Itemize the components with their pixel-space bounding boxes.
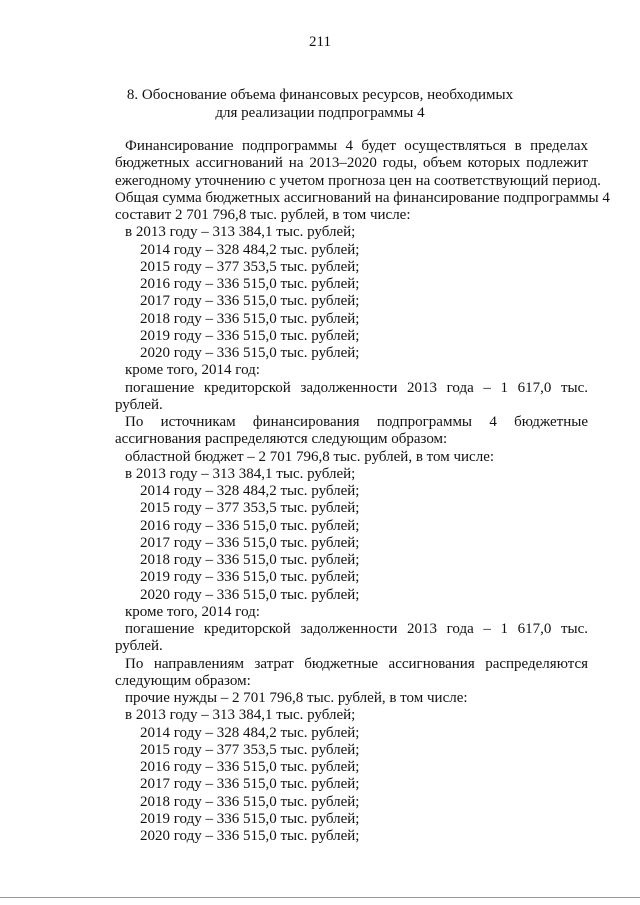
year-line: 2020 году – 336 515,0 тыс. рублей; xyxy=(140,586,360,603)
paragraph-line: По источникам финансирования подпрограммы 4 бюджетные xyxy=(125,414,588,430)
year-line: 2020 году – 336 515,0 тыс. рублей; xyxy=(140,345,360,361)
besides-line: кроме того, 2014 год: xyxy=(125,362,260,379)
year-line: 2019 году – 336 515,0 тыс. рублей; xyxy=(140,327,360,344)
year-line: 2016 году – 336 515,0 тыс. рублей; xyxy=(140,517,360,534)
paragraph-line: бюджетных ассигнований на 2013–2020 годы, объем которых подлежит xyxy=(115,155,588,172)
year-line: 2017 году – 336 515,0 тыс. рублей; xyxy=(140,293,360,310)
page-bottom-divider xyxy=(0,897,640,898)
year-line: 2014 году – 328 484,2 тыс. рублей; xyxy=(140,724,360,741)
regional-budget-line: областной бюджет – 2 701 796,8 тыс. рублей, в том числе: xyxy=(125,448,495,465)
section-title-line: 8. Обоснование объема финансовых ресурсов, необходимых xyxy=(126,87,514,103)
year-line: 2014 году – 328 484,2 тыс. рублей; xyxy=(140,483,360,499)
paragraph-line: По направлениям затрат бюджетные ассигнования распределяются xyxy=(125,655,588,672)
repayment-line-end: рублей. xyxy=(115,396,163,413)
year-line: 2017 году – 336 515,0 тыс. рублей; xyxy=(140,534,360,551)
year-line: 2019 году – 336 515,0 тыс. рублей; xyxy=(140,810,360,827)
year-line: в 2013 году – 313 384,1 тыс. рублей; xyxy=(125,224,356,241)
year-line: 2020 году – 336 515,0 тыс. рублей; xyxy=(140,828,360,844)
besides-line: кроме того, 2014 год: xyxy=(125,603,260,620)
year-line: 2014 году – 328 484,2 тыс. рублей; xyxy=(140,241,360,258)
year-line: 2015 году – 377 353,5 тыс. рублей; xyxy=(140,741,360,758)
paragraph-line: ежегодному уточнению с учетом прогноза цен на соответствующий период. xyxy=(115,172,601,189)
year-line: 2018 году – 336 515,0 тыс. рублей; xyxy=(140,552,360,568)
year-line: 2018 году – 336 515,0 тыс. рублей; xyxy=(140,793,360,810)
repayment-line: погашение кредиторской задолженности 2013 года – 1 617,0 тыс. xyxy=(125,621,588,637)
year-line: 2019 году – 336 515,0 тыс. рублей; xyxy=(140,569,360,586)
year-line: 2015 году – 377 353,5 тыс. рублей; xyxy=(140,500,360,517)
repayment-line-end: рублей. xyxy=(115,638,163,655)
year-line: 2018 году – 336 515,0 тыс. рублей; xyxy=(140,310,360,327)
section-title xyxy=(100,86,540,122)
year-line: 2017 году – 336 515,0 тыс. рублей; xyxy=(140,776,360,793)
year-line: 2016 году – 336 515,0 тыс. рублей; xyxy=(140,276,360,292)
year-line: 2016 году – 336 515,0 тыс. рублей; xyxy=(140,759,360,775)
other-needs-line: прочие нужды – 2 701 796,8 тыс. рублей, в том числе: xyxy=(125,690,468,706)
document-body xyxy=(115,138,610,845)
year-line: 2015 году – 377 353,5 тыс. рублей; xyxy=(140,258,360,275)
page-number: 211 xyxy=(309,34,331,50)
paragraph-line: следующим образом: xyxy=(115,672,251,689)
repayment-line: погашение кредиторской задолженности 2013 года – 1 617,0 тыс. xyxy=(125,379,588,396)
paragraph-line: ассигнования распределяются следующим образом: xyxy=(115,431,448,448)
year-line: в 2013 году – 313 384,1 тыс. рублей; xyxy=(125,465,356,482)
section-title-line: для реализации подпрограммы 4 xyxy=(215,105,425,121)
year-line: в 2013 году – 313 384,1 тыс. рублей; xyxy=(125,707,356,724)
paragraph-line: Общая сумма бюджетных ассигнований на финансирование подпрограммы 4 xyxy=(115,189,610,206)
paragraph-line: составит 2 701 796,8 тыс. рублей, в том числе: xyxy=(115,207,411,223)
paragraph-line: Финансирование подпрограммы 4 будет осуществляться в пределах xyxy=(125,138,588,154)
